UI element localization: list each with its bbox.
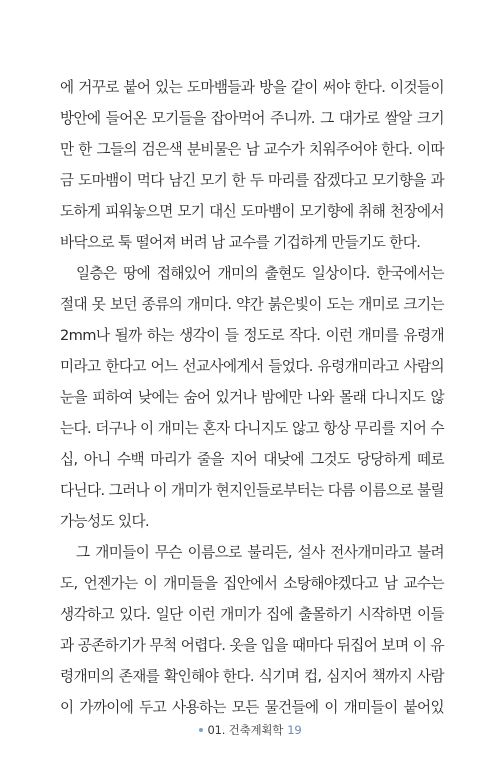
bullet-icon bbox=[199, 728, 203, 732]
text-line: 바닥으로 툭 떨어져 버려 남 교수를 기겁하게 만들기도 한다. bbox=[60, 234, 421, 251]
body-text bbox=[60, 72, 444, 723]
text-line: 다닌다. 그러나 이 개미가 현지인들로부터는 다름 이름으로 불릴 bbox=[60, 482, 444, 499]
text-line: 에 거꾸로 붙어 있는 도마뱀들과 방을 같이 써야 한다. 이것들이 bbox=[60, 79, 444, 96]
text-line: 눈을 피하여 낮에는 숨어 있거나 밤에만 나와 몰래 다니지도 않 bbox=[60, 389, 444, 406]
text-line: 금 도마뱀이 먹다 남긴 모기 한 두 마리를 잡겠다고 모기향을 과 bbox=[60, 172, 444, 189]
page-footer bbox=[0, 722, 500, 738]
text-line: 방안에 들어온 모기들을 잡아먹어 주니까. 그 대가로 쌀알 크기 bbox=[60, 110, 444, 127]
text-line: 가능성도 있다. bbox=[60, 513, 150, 530]
page-number: 19 bbox=[287, 723, 302, 737]
text-line: 만 한 그들의 검은색 분비물은 남 교수가 치워주어야 한다. 이따 bbox=[60, 141, 444, 158]
text-line: 십, 아니 수백 마리가 줄을 지어 대낮에 그것도 당당하게 떼로 bbox=[60, 451, 444, 468]
text-line: 과 공존하기가 무척 어렵다. 옷을 입을 때마다 뒤집어 보며 이 유 bbox=[60, 637, 444, 654]
text-line: 미라고 한다고 어느 선교사에게서 들었다. 유령개미라고 사람의 bbox=[60, 358, 444, 375]
text-line: 생각하고 있다. 일단 이런 개미가 집에 출몰하기 시작하면 이들 bbox=[60, 606, 444, 623]
text-line: 절대 못 보던 종류의 개미다. 약간 붉은빛이 도는 개미로 크기는 bbox=[60, 296, 444, 313]
chapter-title: 01. 건축계획학 bbox=[207, 723, 284, 737]
text-line: 는다. 더구나 이 개미는 혼자 다니지도 않고 항상 무리를 지어 수 bbox=[60, 420, 444, 437]
text-line: 이 가까이에 두고 사용하는 모든 물건들에 이 개미들이 붙어있 bbox=[60, 699, 444, 716]
text-line: 도하게 피워놓으면 모기 대신 도마뱀이 모기향에 취해 천장에서 bbox=[60, 203, 444, 220]
text-line: 도, 언젠가는 이 개미들을 집안에서 소탕해야겠다고 남 교수는 bbox=[60, 575, 444, 592]
text-line: 일층은 땅에 접해있어 개미의 출현도 일상이다. 한국에서는 bbox=[76, 265, 444, 282]
text-line: 2mm나 될까 하는 생각이 들 정도로 작다. 이런 개미를 유령개 bbox=[60, 327, 444, 344]
text-line: 그 개미들이 무슨 이름으로 불리든, 설사 전사개미라고 불려 bbox=[76, 544, 444, 561]
text-line: 령개미의 존재를 확인해야 한다. 식기며 컵, 심지어 책까지 사람 bbox=[60, 668, 444, 685]
